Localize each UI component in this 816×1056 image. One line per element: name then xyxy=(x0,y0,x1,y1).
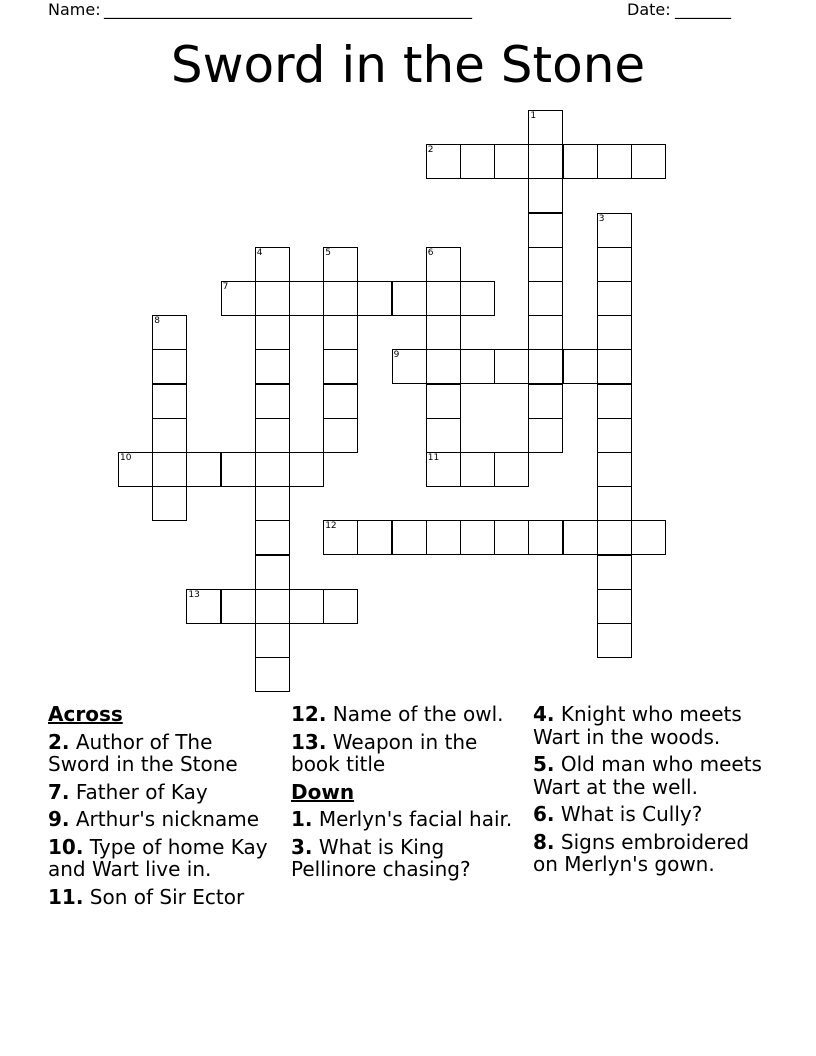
down-clue xyxy=(533,703,763,748)
grid-cell[interactable] xyxy=(255,384,290,419)
clue-column-1 xyxy=(48,703,278,913)
grid-cell[interactable] xyxy=(357,281,392,316)
date-line: _______ xyxy=(675,0,731,19)
clue-number: 9. xyxy=(48,807,70,831)
grid-cell[interactable] xyxy=(255,452,290,487)
clue-number: 12. xyxy=(291,702,327,726)
clue-number: 2. xyxy=(48,729,70,754)
clue-number: 5. xyxy=(533,752,555,776)
clue-text: Arthur's nickname xyxy=(75,807,259,831)
grid-cell[interactable] xyxy=(597,520,632,555)
across-clue xyxy=(48,836,278,881)
grid-cell[interactable] xyxy=(460,520,495,555)
grid-cell[interactable] xyxy=(255,247,290,282)
grid-cell[interactable] xyxy=(392,520,427,555)
grid-cell[interactable] xyxy=(460,349,495,384)
across-heading: Across xyxy=(48,702,123,726)
grid-cell[interactable] xyxy=(563,144,598,179)
cell-number: 2 xyxy=(427,145,434,156)
grid-cell[interactable] xyxy=(392,281,427,316)
grid-cell[interactable] xyxy=(597,384,632,419)
grid-cell[interactable] xyxy=(426,349,461,384)
grid-cell[interactable] xyxy=(255,555,290,590)
grid-cell[interactable] xyxy=(494,349,529,384)
grid-cell[interactable] xyxy=(289,281,324,316)
grid-cell[interactable] xyxy=(597,418,632,453)
grid-cell[interactable] xyxy=(597,486,632,521)
clue-number: 10. xyxy=(48,834,84,859)
down-clue xyxy=(533,803,763,826)
across-clue xyxy=(291,731,521,776)
page-title: Sword in the Stone xyxy=(170,36,646,94)
grid-cell[interactable] xyxy=(426,418,461,453)
grid-cell[interactable] xyxy=(528,349,563,384)
down-clue xyxy=(291,836,521,881)
grid-cell[interactable] xyxy=(255,589,290,624)
grid-cell[interactable] xyxy=(426,520,461,555)
grid-cell[interactable] xyxy=(597,555,632,590)
grid-cell[interactable] xyxy=(460,144,495,179)
clue-text: What is King Pellinore chasing? xyxy=(291,834,471,881)
cell-number: 10 xyxy=(120,453,132,463)
grid-cell[interactable] xyxy=(392,349,427,384)
grid-cell[interactable] xyxy=(528,315,563,350)
across-clue xyxy=(48,886,278,909)
grid-cell[interactable] xyxy=(528,418,563,453)
grid-cell[interactable] xyxy=(597,623,632,658)
across-clue xyxy=(291,703,521,726)
grid-cell[interactable] xyxy=(255,349,290,384)
clue-text: Merlyn's facial hair. xyxy=(318,807,513,831)
clue-text: Signs embroidered on Merlyn's gown. xyxy=(533,829,750,876)
clue-text: Father of Kay xyxy=(75,779,208,804)
down-heading: Down xyxy=(291,779,355,804)
grid-cell[interactable] xyxy=(255,657,290,692)
clue-number: 7. xyxy=(48,779,70,804)
cell-number: 7 xyxy=(222,282,229,292)
grid-cell[interactable] xyxy=(528,144,563,179)
grid-cell[interactable] xyxy=(186,589,221,624)
grid-cell[interactable] xyxy=(597,247,632,282)
grid-cell[interactable] xyxy=(289,589,324,624)
grid-cell[interactable] xyxy=(152,486,187,521)
grid-cell[interactable] xyxy=(528,281,563,316)
grid-cell[interactable] xyxy=(323,315,358,350)
grid-cell[interactable] xyxy=(255,623,290,658)
clue-text: Knight who meets Wart in the woods. xyxy=(533,702,742,749)
grid-cell[interactable] xyxy=(528,384,563,419)
grid-cell[interactable] xyxy=(494,452,529,487)
grid-cell[interactable] xyxy=(323,520,358,555)
grid-cell[interactable] xyxy=(528,247,563,282)
date-label: Date: xyxy=(627,0,671,19)
grid-cell[interactable] xyxy=(255,486,290,521)
grid-cell[interactable] xyxy=(597,213,632,248)
grid-cell[interactable] xyxy=(152,452,187,487)
grid-cell[interactable] xyxy=(597,452,632,487)
grid-cell[interactable] xyxy=(460,452,495,487)
grid-cell[interactable] xyxy=(323,384,358,419)
grid-cell[interactable] xyxy=(255,315,290,350)
clue-number: 4. xyxy=(533,702,555,726)
across-clue xyxy=(48,781,278,804)
clue-text: What is Cully? xyxy=(560,802,703,826)
down-clue xyxy=(533,831,763,876)
down-clue xyxy=(533,753,763,798)
clue-number: 6. xyxy=(533,802,555,826)
grid-cell[interactable] xyxy=(323,349,358,384)
grid-cell[interactable] xyxy=(426,247,461,282)
cell-number: 3 xyxy=(598,213,605,224)
cell-number: 6 xyxy=(427,247,434,258)
grid-cell[interactable] xyxy=(631,144,666,179)
cell-number: 9 xyxy=(393,350,400,361)
name-label: Name: xyxy=(48,0,101,19)
grid-cell[interactable] xyxy=(597,281,632,316)
clue-column-3 xyxy=(533,703,763,881)
name-line: ______________________________________________ xyxy=(104,0,472,19)
grid-cell[interactable] xyxy=(152,384,187,419)
grid-cell[interactable] xyxy=(323,418,358,453)
grid-cell[interactable] xyxy=(494,144,529,179)
clue-number: 13. xyxy=(291,729,327,754)
grid-cell[interactable] xyxy=(221,452,256,487)
grid-cell[interactable] xyxy=(494,520,529,555)
cell-number: 12 xyxy=(325,521,337,532)
grid-cell[interactable] xyxy=(597,349,632,384)
grid-cell[interactable] xyxy=(221,589,256,624)
grid-cell[interactable] xyxy=(152,315,187,350)
grid-cell[interactable] xyxy=(289,452,324,487)
grid-cell[interactable] xyxy=(460,281,495,316)
grid-cell[interactable] xyxy=(323,589,358,624)
grid-cell[interactable] xyxy=(528,213,563,248)
clue-number: 11. xyxy=(48,884,84,909)
down-clue xyxy=(291,808,521,831)
grid-cell[interactable] xyxy=(323,281,358,316)
clue-text: Type of home Kay and Wart live in. xyxy=(48,834,268,881)
clue-number: 1. xyxy=(291,807,313,831)
grid-cell[interactable] xyxy=(255,281,290,316)
clue-text: Author of The Sword in the Stone xyxy=(48,729,238,776)
clue-text: Son of Sir Ector xyxy=(89,884,245,909)
grid-cell[interactable] xyxy=(221,281,256,316)
clue-text: Old man who meets Wart at the well. xyxy=(533,752,762,799)
clue-number: 3. xyxy=(291,834,313,859)
grid-cell[interactable] xyxy=(563,520,598,555)
grid-cell[interactable] xyxy=(528,520,563,555)
grid-cell[interactable] xyxy=(563,349,598,384)
across-clue xyxy=(48,731,278,776)
grid-cell[interactable] xyxy=(426,452,461,487)
grid-cell[interactable] xyxy=(152,418,187,453)
grid-cell[interactable] xyxy=(426,315,461,350)
cell-number: 8 xyxy=(154,316,160,327)
grid-cell[interactable] xyxy=(597,589,632,624)
grid-cell[interactable] xyxy=(255,520,290,555)
grid-cell[interactable] xyxy=(528,178,563,213)
grid-cell[interactable] xyxy=(357,520,392,555)
clue-column-2 xyxy=(291,703,521,886)
grid-cell[interactable] xyxy=(528,110,563,145)
grid-cell[interactable] xyxy=(597,144,632,179)
cell-number: 4 xyxy=(256,247,263,258)
cell-number: 5 xyxy=(325,247,331,258)
grid-cell[interactable] xyxy=(631,520,666,555)
clue-text: Name of the owl. xyxy=(332,702,504,726)
grid-cell[interactable] xyxy=(426,384,461,419)
cell-number: 11 xyxy=(427,453,440,463)
grid-cell[interactable] xyxy=(152,349,187,384)
grid-cell[interactable] xyxy=(323,247,358,282)
cell-number: 13 xyxy=(188,589,200,600)
clue-text: Weapon in the book title xyxy=(291,729,478,776)
grid-cell[interactable] xyxy=(426,281,461,316)
grid-cell[interactable] xyxy=(426,144,461,179)
clue-number: 8. xyxy=(533,829,555,854)
grid-cell[interactable] xyxy=(597,315,632,350)
across-clue xyxy=(48,808,278,831)
grid-cell[interactable] xyxy=(255,418,290,453)
grid-cell[interactable] xyxy=(186,452,221,487)
cell-number: 1 xyxy=(530,111,537,121)
grid-cell[interactable] xyxy=(118,452,153,487)
